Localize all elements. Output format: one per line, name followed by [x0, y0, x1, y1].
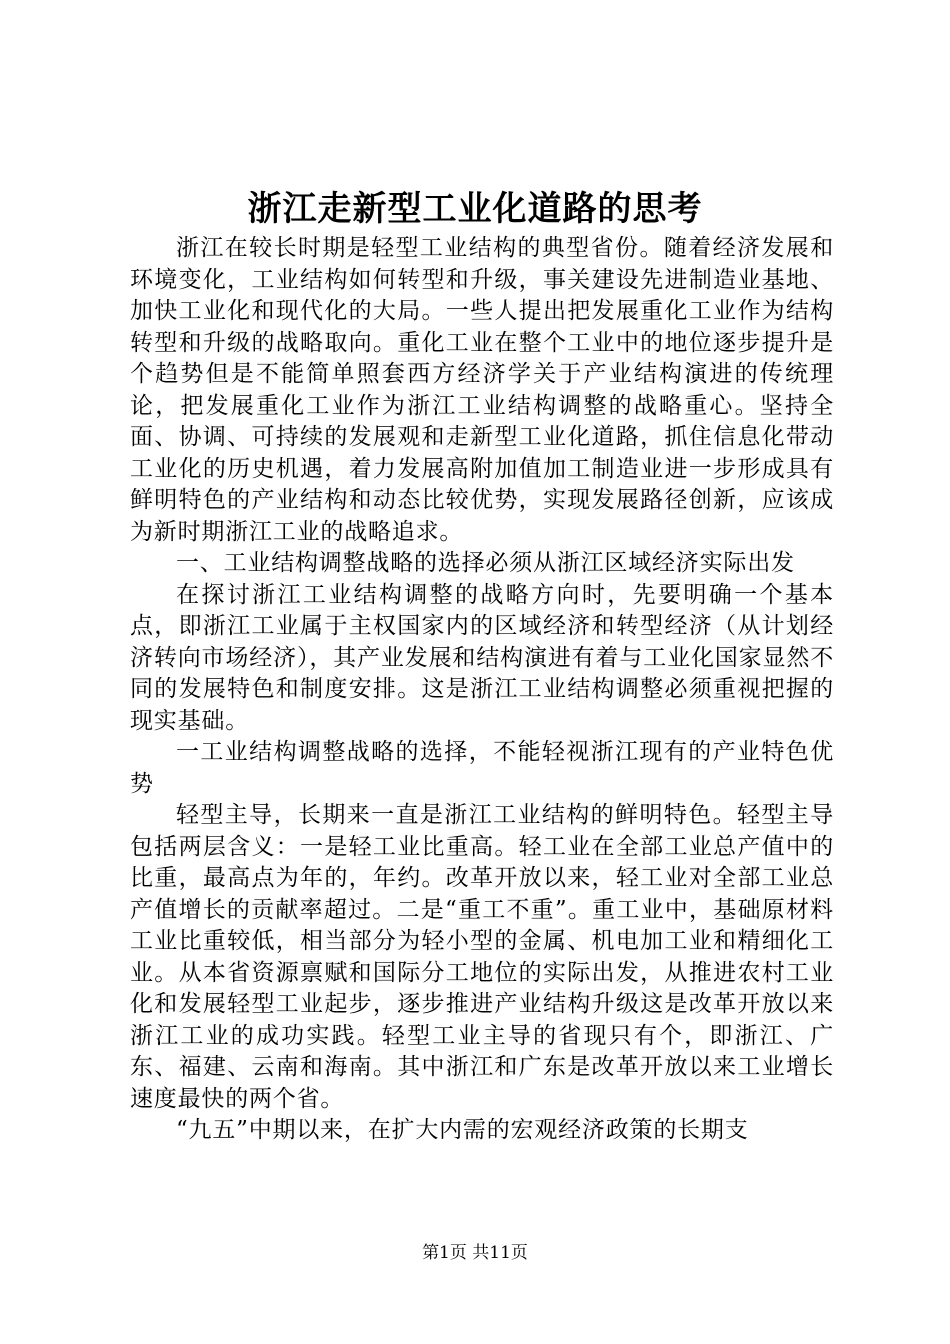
- subsection-heading-1: 一工业结构调整战略的选择，不能轻视浙江现有的产业特色优势: [130, 739, 834, 797]
- paragraph-basis: 在探讨浙江工业结构调整的战略方向时，先要明确一个基本点，即浙江工业属于主权国家内的区域经济和转型经济（从计划经济转向市场经济），其产业发展和结构演进有着与工业化国家显然不同的发展特色和制度安排。这是浙江工业结构调整必须重视把握的现实基础。: [130, 581, 834, 734]
- document-title: 浙江走新型工业化道路的思考: [247, 189, 703, 229]
- document-body: [130, 233, 834, 1147]
- section-heading-1: 一、工业结构调整战略的选择必须从浙江区域经济实际出发: [176, 550, 795, 576]
- paragraph-intro: 浙江在较长时期是轻型工业结构的典型省份。随着经济发展和环境变化，工业结构如何转型和升级，事关建设先进制造业基地、加快工业化和现代化的大局。一些人提出把发展重化工业作为结构转型和升级的战略取向。重化工业在整个工业中的地位逐步提升是个趋势但是不能简单照套西方经济学关于产业结构演进的传统理论，把发展重化工业作为浙江工业结构调整的战略重心。坚持全面、协调、可持续的发展观和走新型工业化道路，抓住信息化带动工业化的历史机遇，着力发展高附加值加工制造业进一步形成具有鲜明特色的产业结构和动态比较优势，实现发展路径创新，应该成为新时期浙江工业的战略追求。: [130, 235, 834, 545]
- paragraph-ninth-five-year: “九五”中期以来，在扩大内需的宏观经济政策的长期支: [176, 1117, 749, 1143]
- page-number-footer: 第1页 共11页: [422, 1243, 528, 1263]
- paragraph-light-industry: 轻型主导，长期来一直是浙江工业结构的鲜明特色。轻型主导包括两层含义：一是轻工业比重高。轻工业在全部工业总产值中的比重，最高点为年的，年约。改革开放以来，轻工业对全部工业总产值增长的贡献率超过。二是“重工不重”。重工业中，基础原材料工业比重较低，相当部分为轻小型的金属、机电加工业和精细化工业。从本省资源禀赋和国际分工地位的实际出发，从推进农村工业化和发展轻型工业起步，逐步推进产业结构升级这是改革开放以来浙江工业的成功实践。轻型工业主导的省现只有个，即浙江、广东、福建、云南和海南。其中浙江和广东是改革开放以来工业增长速度最快的两个省。: [130, 802, 834, 1112]
